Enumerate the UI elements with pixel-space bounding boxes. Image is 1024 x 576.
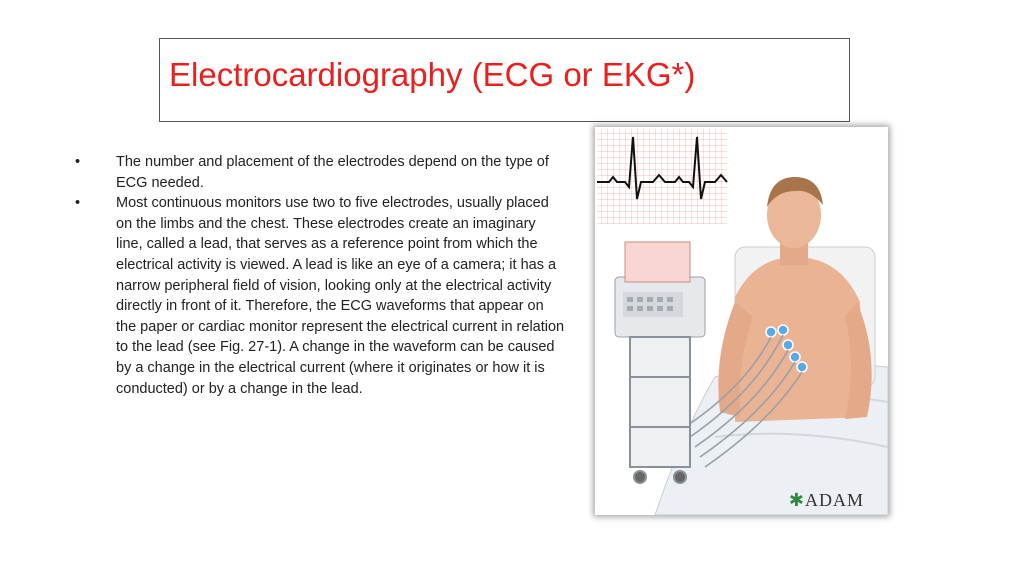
bullet-marker: • <box>75 195 81 212</box>
bullet-item <box>70 152 566 193</box>
ecg-cart <box>630 337 690 483</box>
adam-leaf-icon: ✱ <box>788 490 805 510</box>
bullet-text: The number and placement of the electrodes depend on the type of ECG needed. <box>116 154 549 191</box>
adam-watermark-text: ADAM <box>804 490 864 510</box>
bullet-marker: • <box>75 154 81 170</box>
bullet-list <box>70 152 566 399</box>
ecg-strip <box>597 129 727 224</box>
bullet-text: Most continuous monitors use two to five electrodes, usually placed on the limbs and the chest. These electrodes create an imaginary line, called a lead, that serves as a reference point from which the electrical activity is viewed. A lead is like an eye of a camera; it has a narrow peripheral field of vision, looking only at the electrical activity directly in front of it. Therefore, the ECG waveforms that appear on the paper or cardiac monitor represent the electrical current in relation to the lead (see Fig. 27-1). A change in the waveform can be caused by a change in the electrical current (where it originates or how it is conducted) or by a change in the lead. <box>116 195 565 397</box>
ecg-machine <box>615 242 705 337</box>
title-box <box>159 38 850 122</box>
bullet-item <box>70 193 566 399</box>
ecg-illustration <box>595 127 888 515</box>
slide-title: Electrocardiography (ECG or EKG*) <box>169 56 696 93</box>
ecg-illustration-svg <box>595 127 888 515</box>
adam-watermark <box>789 490 864 511</box>
